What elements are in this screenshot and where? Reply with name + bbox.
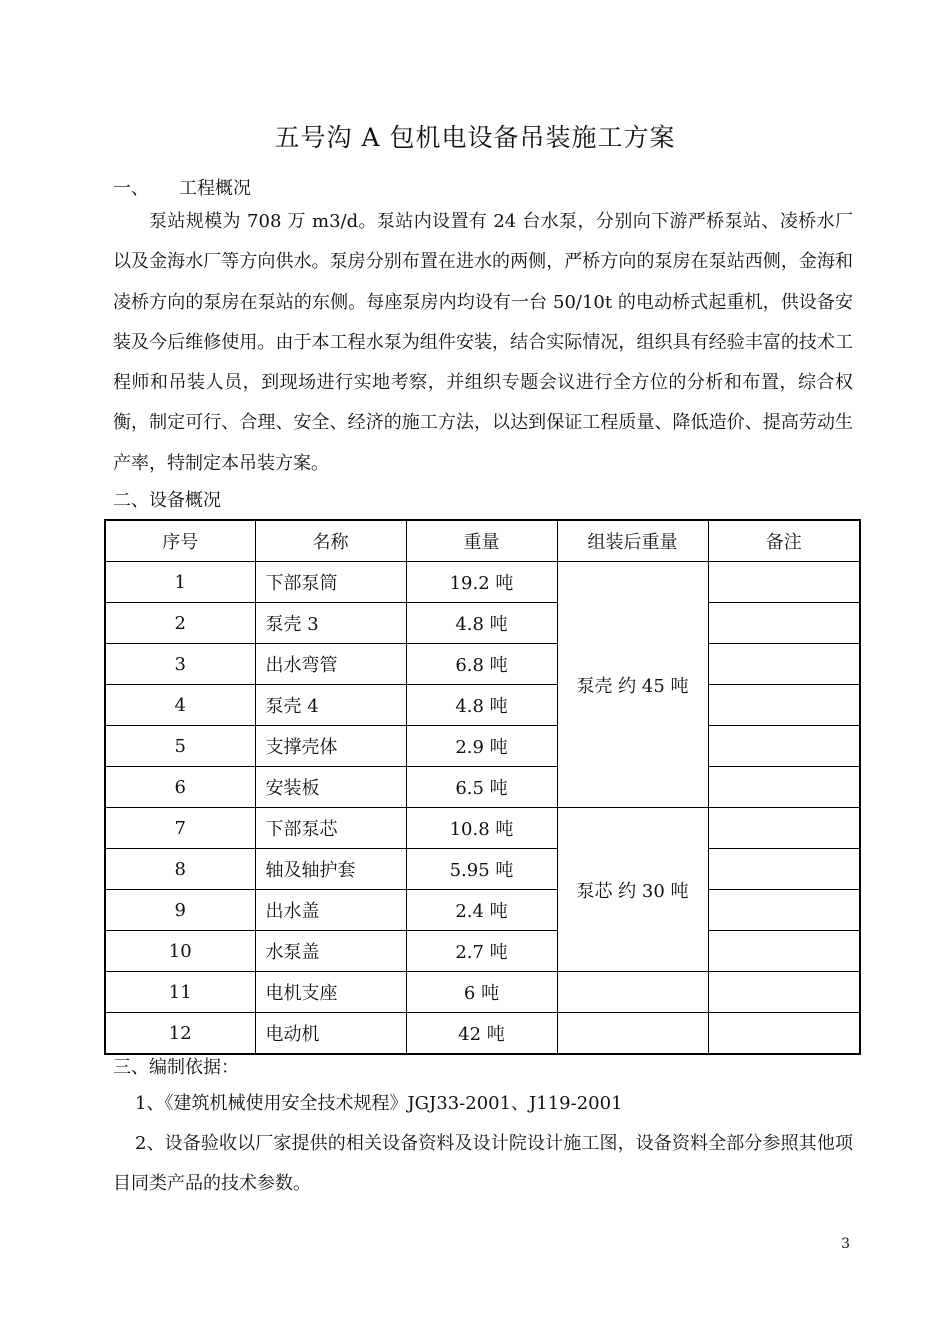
cell-remarks xyxy=(708,562,860,603)
cell-name: 支撑壳体 xyxy=(255,726,406,767)
cell-no: 2 xyxy=(105,603,255,644)
header-weight: 重量 xyxy=(406,520,557,562)
cell-weight: 42 吨 xyxy=(406,1013,557,1055)
header-no: 序号 xyxy=(105,520,255,562)
cell-remarks xyxy=(708,603,860,644)
cell-name: 电机支座 xyxy=(255,972,406,1013)
table-row xyxy=(105,644,860,685)
cell-name: 出水弯管 xyxy=(255,644,406,685)
header-name: 名称 xyxy=(255,520,406,562)
table-row xyxy=(105,1013,860,1055)
cell-weight: 4.8 吨 xyxy=(406,603,557,644)
section-3-heading: 三、编制依据： xyxy=(113,1057,239,1078)
cell-name: 泵壳 4 xyxy=(255,685,406,726)
cell-weight: 2.4 吨 xyxy=(406,890,557,931)
section-2-heading: 二、设备概况 xyxy=(113,490,221,511)
cell-name: 水泵盖 xyxy=(255,931,406,972)
cell-group-pump-casing: 泵壳 约 45 吨 xyxy=(557,562,708,808)
cell-weight: 6.5 吨 xyxy=(406,767,557,808)
cell-name: 轴及轴护套 xyxy=(255,849,406,890)
cell-weight: 2.9 吨 xyxy=(406,726,557,767)
table-header-row xyxy=(105,520,860,562)
cell-weight: 6 吨 xyxy=(406,972,557,1013)
cell-remarks xyxy=(708,644,860,685)
cell-remarks xyxy=(708,1013,860,1055)
cell-weight: 4.8 吨 xyxy=(406,685,557,726)
cell-remarks xyxy=(708,931,860,972)
cell-name: 下部泵筒 xyxy=(255,562,406,603)
table-row xyxy=(105,808,860,849)
cell-no: 12 xyxy=(105,1013,255,1055)
cell-assembled-weight xyxy=(557,1013,708,1055)
page-number: 3 xyxy=(841,1236,850,1252)
cell-no: 1 xyxy=(105,562,255,603)
header-assembled-weight: 组装后重量 xyxy=(557,520,708,562)
cell-remarks xyxy=(708,890,860,931)
table-row xyxy=(105,562,860,603)
cell-remarks xyxy=(708,972,860,1013)
table-row xyxy=(105,890,860,931)
cell-no: 10 xyxy=(105,931,255,972)
table-row xyxy=(105,849,860,890)
cell-weight: 19.2 吨 xyxy=(406,562,557,603)
section-1-paragraph: 泵站规模为 708 万 m3/d。泵站内设置有 24 台水泵，分别向下游严桥泵站、凌桥水厂以及金海水厂等方向供水。泵房分别布置在进水的两侧，严桥方向的泵房在泵站西侧，金海和凌桥方向的泵房在泵站的东侧。每座泵房内均设有一台 50/10t 的电动桥式起重机，供设备安装及今后维修使用。由于本工程水泵为组件安装，结合实际情况，组织具有经验丰富的技术工程师和吊装人员，到现场进行实地考察，并组织专题会议进行全方位的分析和布置，综合权衡，制定可行、合理、安全、经济的施工方法，以达到保证工程质量、降低造价、提高劳动生产率，特制定本吊装方案。 xyxy=(113,211,853,474)
basis-item-1: 1、《建筑机械使用安全技术规程》JGJ33-2001、J119-2001 xyxy=(135,1093,623,1114)
cell-no: 4 xyxy=(105,685,255,726)
cell-weight: 2.7 吨 xyxy=(406,931,557,972)
cell-name: 泵壳 3 xyxy=(255,603,406,644)
cell-no: 5 xyxy=(105,726,255,767)
table-row xyxy=(105,972,860,1013)
cell-no: 11 xyxy=(105,972,255,1013)
cell-name: 电动机 xyxy=(255,1013,406,1055)
table-row xyxy=(105,767,860,808)
table-row xyxy=(105,685,860,726)
basis-item-2: 2、设备验收以厂家提供的相关设备资料及设计院设计施工图，设备资料全部分参照其他项目同类产品的技术参数。 xyxy=(113,1133,853,1195)
document-title: 五号沟 A 包机电设备吊装施工方案 xyxy=(274,123,676,152)
cell-remarks xyxy=(708,726,860,767)
cell-weight: 6.8 吨 xyxy=(406,644,557,685)
table-row xyxy=(105,603,860,644)
cell-weight: 10.8 吨 xyxy=(406,808,557,849)
cell-name: 出水盖 xyxy=(255,890,406,931)
table-row xyxy=(105,931,860,972)
cell-group-pump-core: 泵芯 约 30 吨 xyxy=(557,808,708,972)
cell-no: 7 xyxy=(105,808,255,849)
section-1-heading xyxy=(113,174,251,200)
cell-remarks xyxy=(708,767,860,808)
section-1-number: 一、 xyxy=(113,178,149,199)
cell-no: 8 xyxy=(105,849,255,890)
cell-name: 安装板 xyxy=(255,767,406,808)
equipment-table xyxy=(104,519,861,1055)
cell-assembled-weight xyxy=(557,972,708,1013)
cell-remarks xyxy=(708,808,860,849)
header-remarks: 备注 xyxy=(708,520,860,562)
cell-no: 6 xyxy=(105,767,255,808)
section-1-title: 工程概况 xyxy=(179,178,251,199)
cell-name: 下部泵芯 xyxy=(255,808,406,849)
table-row xyxy=(105,726,860,767)
cell-remarks xyxy=(708,849,860,890)
cell-no: 3 xyxy=(105,644,255,685)
cell-weight: 5.95 吨 xyxy=(406,849,557,890)
cell-no: 9 xyxy=(105,890,255,931)
cell-remarks xyxy=(708,685,860,726)
